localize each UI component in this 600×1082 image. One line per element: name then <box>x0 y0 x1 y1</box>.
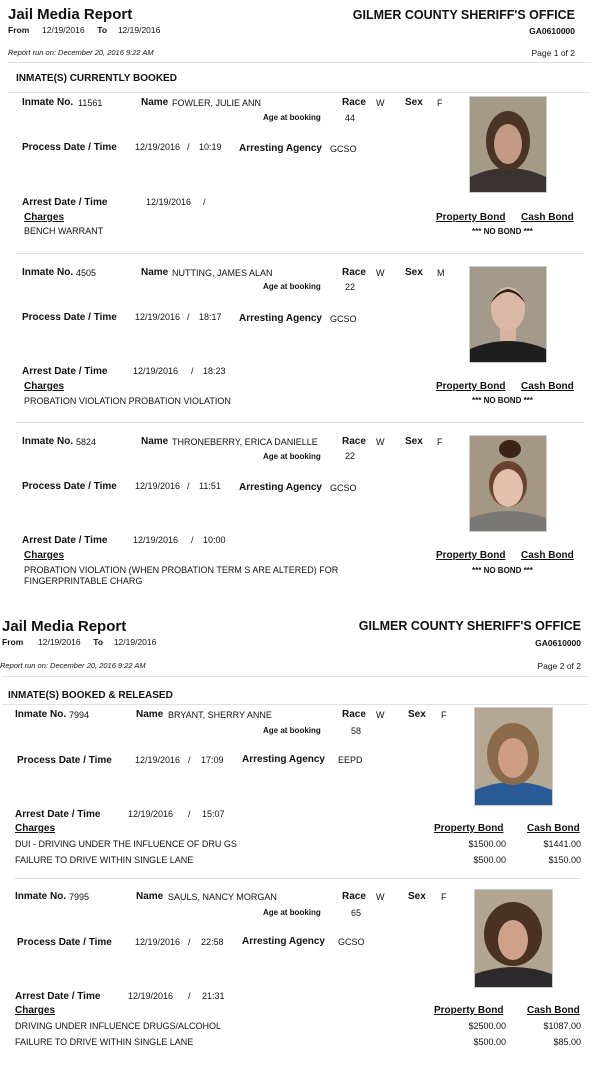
charge-text: DUI - DRIVING UNDER THE INFLUENCE OF DRU GS <box>15 839 237 849</box>
date-range <box>2 637 156 647</box>
arrest-time: 10:00 <box>203 535 226 545</box>
property-bond-amount: $500.00 <box>473 1037 506 1047</box>
property-bond-label: Property Bond <box>434 1005 504 1016</box>
ori-code: GA0610000 <box>535 638 581 648</box>
race-value: W <box>376 437 385 447</box>
agency-value: GCSO <box>338 937 365 947</box>
cash-bond-amount: $150.00 <box>548 855 581 865</box>
page-number: Page 1 of 2 <box>531 48 575 58</box>
inmate-photo <box>474 707 553 806</box>
arrest-date: 12/19/2016 <box>146 197 192 207</box>
age-value: 65 <box>351 908 362 918</box>
arrest-time: 18:23 <box>203 366 226 376</box>
process-date: 12/19/2016 <box>135 755 181 765</box>
from-label: From <box>8 25 30 35</box>
no-bond: *** NO BOND *** <box>472 566 533 575</box>
from-label: From <box>2 637 24 647</box>
arrest-label: Arrest Date / Time <box>15 991 101 1002</box>
process-date: 12/19/2016 <box>135 937 181 947</box>
ori-code: GA0610000 <box>529 26 575 36</box>
process-date: 12/19/2016 <box>135 481 181 491</box>
charge-text: DRIVING UNDER INFLUENCE DRUGS/ALCOHOL <box>15 1021 222 1031</box>
property-bond-amount: $2500.00 <box>468 1021 506 1031</box>
agency-value: GCSO <box>330 483 357 493</box>
charge-text: PROBATION VIOLATION (WHEN PROBATION TERM S ARE ALTERED) FOR <box>24 565 339 575</box>
arrest-date: 12/19/2016 <box>133 535 179 545</box>
charges-label: Charges <box>24 212 65 223</box>
sex-value: F <box>437 98 443 108</box>
charges-label: Charges <box>15 823 56 834</box>
agency-value: GCSO <box>330 314 357 324</box>
process-date: 12/19/2016 <box>135 312 181 322</box>
process-time: 18:17 <box>199 312 222 322</box>
sex-label: Sex <box>405 267 423 278</box>
property-bond-label: Property Bond <box>436 381 506 392</box>
name-label: Name <box>136 891 164 902</box>
report-title: Jail Media Report <box>2 618 127 635</box>
process-label: Process Date / Time <box>17 755 112 766</box>
header-divider <box>2 676 588 677</box>
office-name: GILMER COUNTY SHERIFF'S OFFICE <box>352 8 575 22</box>
name-label: Name <box>141 97 169 108</box>
sex-value: F <box>437 437 443 447</box>
name-label: Name <box>141 436 169 447</box>
slash: / <box>191 535 194 545</box>
arrest-date: 12/19/2016 <box>128 991 174 1001</box>
inmate-no-label: Inmate No. <box>22 267 74 278</box>
record-divider <box>15 878 581 879</box>
inmate-photo <box>469 266 547 363</box>
process-label: Process Date / Time <box>22 312 117 323</box>
property-bond-label: Property Bond <box>436 212 506 223</box>
agency-label: Arresting Agency <box>239 143 322 154</box>
inmate-name: FOWLER, JULIE ANN <box>172 98 262 108</box>
cash-bond-amount: $1441.00 <box>543 839 581 849</box>
process-label: Process Date / Time <box>22 142 117 153</box>
race-label: Race <box>342 709 366 720</box>
slash: / <box>191 366 194 376</box>
office-name: GILMER COUNTY SHERIFF'S OFFICE <box>358 619 581 633</box>
charges-label: Charges <box>15 1005 56 1016</box>
cash-bond-label: Cash Bond <box>527 823 580 834</box>
process-label: Process Date / Time <box>22 481 117 492</box>
slash: / <box>188 937 191 947</box>
race-value: W <box>376 892 385 902</box>
age-label: Age at booking <box>263 113 321 122</box>
charge-text: BENCH WARRANT <box>24 226 104 236</box>
to-label: To <box>93 637 104 647</box>
date-range <box>8 25 160 35</box>
process-label: Process Date / Time <box>17 937 112 948</box>
sex-label: Sex <box>405 97 423 108</box>
inmate-no: 11561 <box>78 98 103 108</box>
to-label: To <box>97 25 108 35</box>
age-value: 22 <box>345 282 356 292</box>
age-label: Age at booking <box>263 282 321 291</box>
name-label: Name <box>136 709 164 720</box>
race-label: Race <box>342 436 366 447</box>
cash-bond-label: Cash Bond <box>521 381 574 392</box>
section-divider <box>8 92 590 93</box>
report-title: Jail Media Report <box>8 6 133 23</box>
no-bond: *** NO BOND *** <box>472 396 533 405</box>
age-label: Age at booking <box>263 452 321 461</box>
inmate-no: 4505 <box>76 268 97 278</box>
report-run-on: Report run on: December 20, 2016 9:22 AM <box>0 661 146 670</box>
sex-value: F <box>441 710 447 720</box>
race-label: Race <box>342 97 366 108</box>
process-time: 10:19 <box>199 142 222 152</box>
agency-label: Arresting Agency <box>239 482 322 493</box>
sex-value: M <box>437 268 445 278</box>
agency-value: EEPD <box>338 755 363 765</box>
process-time: 22:58 <box>201 937 224 947</box>
name-label: Name <box>141 267 169 278</box>
inmate-no-label: Inmate No. <box>15 709 67 720</box>
age-label: Age at booking <box>263 726 321 735</box>
age-value: 58 <box>351 726 362 736</box>
sex-value: F <box>441 892 447 902</box>
from-date: 12/19/2016 <box>42 25 85 35</box>
slash: / <box>203 197 206 207</box>
inmate-no: 5824 <box>76 437 97 447</box>
agency-label: Arresting Agency <box>239 313 322 324</box>
record-divider <box>16 253 584 254</box>
charge-text: PROBATION VIOLATION PROBATION VIOLATION <box>24 396 231 406</box>
inmate-no: 7994 <box>69 710 90 720</box>
section-booked-released: INMATE(S) BOOKED & RELEASED <box>8 690 173 701</box>
age-value: 22 <box>345 451 356 461</box>
slash: / <box>188 809 191 819</box>
arrest-label: Arrest Date / Time <box>22 197 108 208</box>
inmate-photo <box>469 435 547 532</box>
header-divider <box>8 62 590 63</box>
agency-label: Arresting Agency <box>242 936 325 947</box>
sex-label: Sex <box>408 891 426 902</box>
inmate-name: THRONEBERRY, ERICA DANIELLE <box>172 437 318 447</box>
sex-label: Sex <box>408 709 426 720</box>
inmate-name: NUTTING, JAMES ALAN <box>172 268 273 278</box>
process-time: 17:09 <box>201 755 224 765</box>
inmate-no-label: Inmate No. <box>22 97 74 108</box>
section-divider <box>2 704 588 705</box>
slash: / <box>187 142 190 152</box>
race-label: Race <box>342 891 366 902</box>
inmate-name: SAULS, NANCY MORGAN <box>168 892 277 902</box>
sex-label: Sex <box>405 436 423 447</box>
arrest-time: 21:31 <box>202 991 225 1001</box>
cash-bond-label: Cash Bond <box>521 212 574 223</box>
arrest-date: 12/19/2016 <box>128 809 174 819</box>
race-label: Race <box>342 267 366 278</box>
slash: / <box>187 312 190 322</box>
property-bond-label: Property Bond <box>434 823 504 834</box>
age-label: Age at booking <box>263 908 321 917</box>
agency-value: GCSO <box>330 144 357 154</box>
section-currently-booked: INMATE(S) CURRENTLY BOOKED <box>16 73 177 84</box>
arrest-label: Arrest Date / Time <box>22 535 108 546</box>
report-run-on: Report run on: December 20, 2016 9:22 AM <box>8 48 154 57</box>
arrest-date: 12/19/2016 <box>133 366 179 376</box>
charges-label: Charges <box>24 381 65 392</box>
inmate-photo <box>469 96 547 193</box>
slash: / <box>188 755 191 765</box>
from-date: 12/19/2016 <box>38 637 81 647</box>
property-bond-amount: $1500.00 <box>468 839 506 849</box>
inmate-photo <box>474 889 553 988</box>
cash-bond-amount: $85.00 <box>553 1037 581 1047</box>
race-value: W <box>376 98 385 108</box>
property-bond-amount: $500.00 <box>473 855 506 865</box>
no-bond: *** NO BOND *** <box>472 227 533 236</box>
charge-text: FAILURE TO DRIVE WITHIN SINGLE LANE <box>15 1037 194 1047</box>
cash-bond-label: Cash Bond <box>527 1005 580 1016</box>
inmate-no-label: Inmate No. <box>15 891 67 902</box>
inmate-name: BRYANT, SHERRY ANNE <box>168 710 272 720</box>
charges-label: Charges <box>24 550 65 561</box>
slash: / <box>188 991 191 1001</box>
race-value: W <box>376 710 385 720</box>
arrest-time: 15:07 <box>202 809 225 819</box>
slash: / <box>187 481 190 491</box>
process-time: 11:51 <box>199 481 221 491</box>
to-date: 12/19/2016 <box>117 25 161 35</box>
arrest-label: Arrest Date / Time <box>15 809 101 820</box>
cash-bond-amount: $1087.00 <box>543 1021 581 1031</box>
arrest-label: Arrest Date / Time <box>22 366 108 377</box>
agency-label: Arresting Agency <box>242 754 325 765</box>
charge-text: FAILURE TO DRIVE WITHIN SINGLE LANE <box>15 855 194 865</box>
inmate-no: 7995 <box>69 892 90 902</box>
age-value: 44 <box>345 113 356 123</box>
charge-text: FINGERPRINTABLE CHARG <box>24 576 143 586</box>
property-bond-label: Property Bond <box>436 550 506 561</box>
cash-bond-label: Cash Bond <box>521 550 574 561</box>
process-date: 12/19/2016 <box>135 142 181 152</box>
inmate-no-label: Inmate No. <box>22 436 74 447</box>
record-divider <box>16 422 584 423</box>
page-number: Page 2 of 2 <box>537 661 581 671</box>
race-value: W <box>376 268 385 278</box>
to-date: 12/19/2016 <box>113 637 157 647</box>
